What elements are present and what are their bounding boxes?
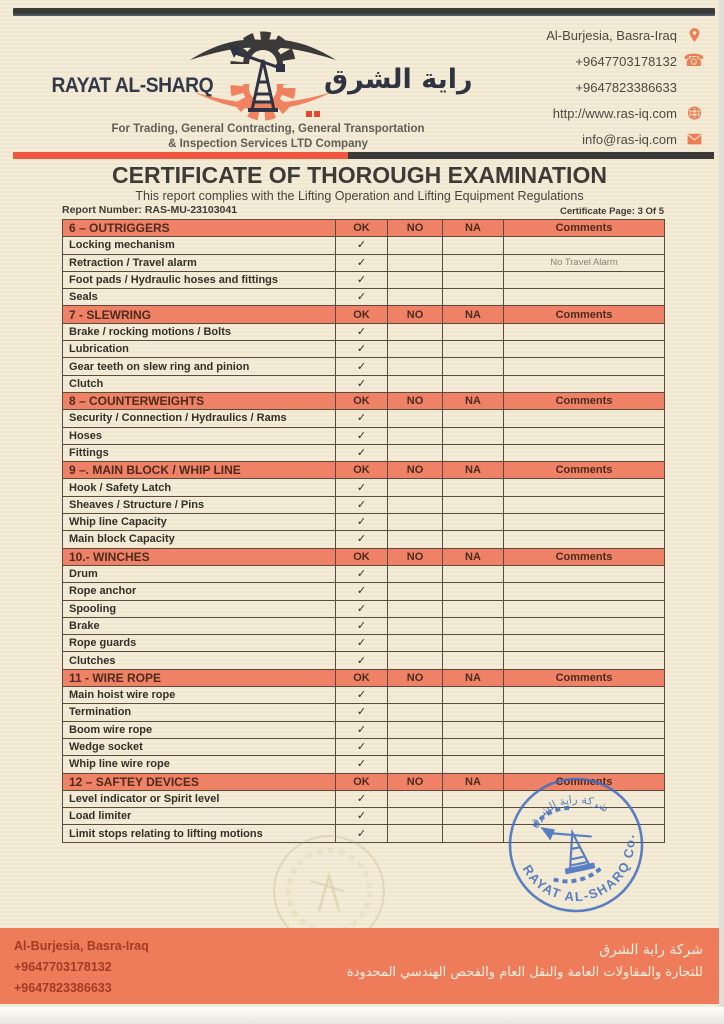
row-check: ✓: [336, 825, 388, 842]
section-header-row: [63, 220, 665, 237]
row-check: [443, 496, 504, 513]
column-header-ok: OK: [336, 773, 388, 790]
row-comment: [504, 531, 665, 548]
row-label: Retraction / Travel alarm: [63, 254, 336, 271]
table-row: [63, 237, 665, 254]
row-check: [388, 254, 443, 271]
location-pin-icon: [683, 26, 705, 44]
row-comment: [504, 617, 665, 634]
table-row: [63, 514, 665, 531]
row-label: Termination: [63, 704, 336, 721]
column-header-ok: OK: [336, 220, 388, 237]
column-header-na: NA: [443, 548, 504, 565]
row-label: Boom wire rope: [63, 721, 336, 738]
contact-row: [475, 126, 705, 152]
row-label: Spooling: [63, 600, 336, 617]
meta-row: [62, 204, 664, 218]
row-check: ✓: [336, 635, 388, 652]
row-label: Sheaves / Structure / Pins: [63, 496, 336, 513]
contact-row: [475, 22, 705, 48]
row-check: ✓: [336, 652, 388, 669]
row-comment: [504, 427, 665, 444]
column-header-comments: Comments: [504, 462, 665, 479]
row-label: Level indicator or Spirit level: [63, 790, 336, 807]
table-row: [63, 375, 665, 392]
row-check: ✓: [336, 617, 388, 634]
row-check: [388, 410, 443, 427]
examination-table: [62, 219, 665, 843]
footer-left-line: Al-Burjesia, Basra-Iraq: [14, 939, 149, 953]
row-check: [443, 704, 504, 721]
company-name-en: RAYAT AL-SHARQ: [51, 74, 214, 97]
row-check: ✓: [336, 531, 388, 548]
section-header-row: [63, 392, 665, 409]
row-comment: [504, 323, 665, 340]
footer-left-line: +9647823386633: [14, 981, 112, 995]
table-row: [63, 479, 665, 496]
row-check: [443, 738, 504, 755]
footer-ar-line2: للتجارة والمقاولات العامة والنقل العام والفحص الهندسي المحدودة: [346, 965, 703, 980]
row-comment: [504, 479, 665, 496]
phone-icon: ☎: [683, 51, 705, 71]
company-tagline: [58, 122, 478, 152]
table-row: [63, 565, 665, 582]
row-check: [443, 756, 504, 773]
row-label: Main hoist wire rope: [63, 687, 336, 704]
row-label: Locking mechanism: [63, 237, 336, 254]
column-header-na: NA: [443, 773, 504, 790]
divider-orange-segment: [13, 152, 348, 159]
row-check: [443, 583, 504, 600]
row-comment: [504, 358, 665, 375]
row-check: ✓: [336, 687, 388, 704]
row-check: ✓: [336, 583, 388, 600]
column-header-na: NA: [443, 392, 504, 409]
row-comment: [504, 237, 665, 254]
row-check: ✓: [336, 444, 388, 461]
table-row: [63, 341, 665, 358]
row-check: ✓: [336, 496, 388, 513]
column-header-no: NO: [388, 220, 443, 237]
table-row: [63, 531, 665, 548]
row-check: ✓: [336, 271, 388, 288]
row-check: ✓: [336, 358, 388, 375]
row-comment: [504, 583, 665, 600]
row-comment: [504, 496, 665, 513]
row-check: [443, 479, 504, 496]
column-header-comments: Comments: [504, 548, 665, 565]
row-check: [388, 617, 443, 634]
section-title: 12 – SAFTEY DEVICES: [63, 773, 336, 790]
certificate-page: [560, 206, 664, 217]
column-header-no: NO: [388, 548, 443, 565]
column-header-comments: Comments: [504, 306, 665, 323]
row-check: [388, 704, 443, 721]
row-check: [443, 375, 504, 392]
footer-band: [0, 928, 719, 1004]
report-number-label: Report Number:: [62, 204, 142, 216]
row-check: [388, 600, 443, 617]
page-title: CERTIFICATE OF THOROUGH EXAMINATION: [112, 162, 607, 188]
row-comment: [504, 721, 665, 738]
row-label: Fittings: [63, 444, 336, 461]
company-logo: [38, 22, 488, 150]
certificate-page-label: Certificate Page:: [559, 206, 635, 217]
column-header-no: NO: [388, 306, 443, 323]
row-check: [443, 410, 504, 427]
row-check: [443, 635, 504, 652]
table-row: [63, 635, 665, 652]
row-label: Hoses: [63, 427, 336, 444]
row-check: [388, 271, 443, 288]
row-check: ✓: [336, 565, 388, 582]
row-check: [388, 444, 443, 461]
row-check: [388, 825, 443, 842]
envelope-icon: [683, 130, 705, 148]
table-row: [63, 410, 665, 427]
row-check: [388, 808, 443, 825]
table-row: [63, 687, 665, 704]
row-comment: [504, 704, 665, 721]
tagline-line2: & Inspection Services LTD Company: [168, 138, 368, 150]
row-comment: [504, 600, 665, 617]
certificate-page-value: 3 Of 5: [637, 206, 664, 217]
column-header-na: NA: [443, 669, 504, 686]
report-number: [62, 204, 237, 216]
row-comment: [504, 738, 665, 755]
table-row: [63, 444, 665, 461]
row-comment: [504, 687, 665, 704]
row-label: Clutch: [63, 375, 336, 392]
row-comment: [504, 375, 665, 392]
row-check: ✓: [336, 237, 388, 254]
row-check: [443, 514, 504, 531]
row-check: [388, 496, 443, 513]
table-row: [63, 358, 665, 375]
scan-edge-bottom: [0, 1007, 724, 1024]
row-check: [443, 289, 504, 306]
row-label: Brake / rocking motions / Bolts: [63, 323, 336, 340]
contact-row: [475, 74, 705, 100]
column-header-no: NO: [388, 462, 443, 479]
table-row: [63, 323, 665, 340]
row-comment: [504, 410, 665, 427]
row-check: ✓: [336, 254, 388, 271]
column-header-ok: OK: [336, 392, 388, 409]
row-label: Brake: [63, 617, 336, 634]
row-check: [388, 790, 443, 807]
row-label: Drum: [63, 565, 336, 582]
row-label: Foot pads / Hydraulic hoses and fittings: [63, 271, 336, 288]
table-row: [63, 652, 665, 669]
contact-text: Al-Burjesia, Basra-Iraq: [546, 27, 677, 43]
table-row: [63, 704, 665, 721]
table-row: [63, 496, 665, 513]
table-row: [63, 427, 665, 444]
row-label: Clutches: [63, 652, 336, 669]
row-comment: [504, 514, 665, 531]
section-title: 6 – OUTRIGGERS: [63, 220, 336, 237]
row-check: ✓: [336, 808, 388, 825]
table-row: [63, 254, 665, 271]
contact-list: [475, 22, 705, 152]
section-title: 8 – COUNTERWEIGHTS: [63, 392, 336, 409]
row-label: Seals: [63, 289, 336, 306]
row-check: [388, 289, 443, 306]
row-label: Load limiter: [63, 808, 336, 825]
column-header-ok: OK: [336, 306, 388, 323]
table-row: [63, 271, 665, 288]
table-row: [63, 738, 665, 755]
row-comment: [504, 652, 665, 669]
row-check: [388, 531, 443, 548]
row-check: [388, 756, 443, 773]
row-check: ✓: [336, 375, 388, 392]
row-comment: [504, 565, 665, 582]
svg-text:شركة راية الشرق: شركة راية الشرق: [526, 792, 611, 830]
column-header-comments: Comments: [504, 220, 665, 237]
table-row: [63, 721, 665, 738]
company-stamp-icon: [487, 756, 665, 934]
column-header-na: NA: [443, 220, 504, 237]
row-check: [388, 341, 443, 358]
row-check: [388, 583, 443, 600]
report-number-value: RAS-MU-23103041: [144, 204, 238, 216]
row-check: ✓: [336, 410, 388, 427]
table-row: [63, 583, 665, 600]
row-check: [388, 738, 443, 755]
table-row: [63, 617, 665, 634]
row-label: Rope anchor: [63, 583, 336, 600]
footer-contact-left: [14, 936, 149, 999]
row-check: ✓: [336, 790, 388, 807]
row-check: [388, 514, 443, 531]
section-title: 11 - WIRE ROPE: [63, 669, 336, 686]
section-header-row: [63, 669, 665, 686]
row-label: Whip line wire rope: [63, 756, 336, 773]
row-check: [443, 721, 504, 738]
row-check: [443, 565, 504, 582]
row-label: Gear teeth on slew ring and pinion: [63, 358, 336, 375]
tagline-line1: For Trading, General Contracting, General Transportation: [111, 123, 425, 135]
section-header-row: [63, 306, 665, 323]
row-comment: [504, 635, 665, 652]
section-title: 10.- WINCHES: [63, 548, 336, 565]
row-check: [443, 617, 504, 634]
row-check: ✓: [336, 427, 388, 444]
table-row: [63, 289, 665, 306]
row-label: Wedge socket: [63, 738, 336, 755]
row-check: [388, 565, 443, 582]
row-check: ✓: [336, 704, 388, 721]
row-comment: [504, 444, 665, 461]
table-row: [63, 600, 665, 617]
row-check: [388, 237, 443, 254]
row-check: [443, 254, 504, 271]
row-check: [388, 687, 443, 704]
contact-row: [475, 48, 705, 74]
column-header-comments: Comments: [504, 669, 665, 686]
row-check: [388, 375, 443, 392]
row-check: [443, 600, 504, 617]
row-check: ✓: [336, 738, 388, 755]
row-check: ✓: [336, 600, 388, 617]
footer-left-line: +9647703178132: [14, 960, 112, 974]
row-check: [443, 341, 504, 358]
column-header-comments: Comments: [504, 773, 665, 790]
row-comment: [504, 341, 665, 358]
column-header-no: NO: [388, 392, 443, 409]
column-header-na: NA: [443, 462, 504, 479]
row-check: [388, 479, 443, 496]
company-name-ar: راية الشرق: [324, 64, 473, 95]
logo-dots: [306, 104, 326, 112]
page-subtitle: This report complies with the Lifting Operation and Lifting Equipment Regulations: [135, 189, 584, 203]
footer-company-ar: [347, 938, 703, 984]
section-header-row: [63, 548, 665, 565]
column-header-na: NA: [443, 306, 504, 323]
row-check: [443, 531, 504, 548]
row-check: [443, 358, 504, 375]
section-title: 9 –. MAIN BLOCK / WHIP LINE: [63, 462, 336, 479]
none: [683, 78, 705, 96]
column-header-comments: Comments: [504, 392, 665, 409]
contact-text: +9647823386633: [575, 79, 677, 95]
row-comment: No Travel Alarm: [504, 254, 665, 271]
row-label: Rope guards: [63, 635, 336, 652]
row-check: ✓: [336, 479, 388, 496]
svg-text:RAYAT AL-SHARQ Co.: RAYAT AL-SHARQ Co.: [519, 832, 638, 905]
row-label: Security / Connection / Hydraulics / Rams: [63, 410, 336, 427]
contact-text: http://www.ras-iq.com: [552, 105, 677, 121]
row-label: Main block Capacity: [63, 531, 336, 548]
row-check: [443, 444, 504, 461]
row-check: [443, 427, 504, 444]
divider-dark-segment: [348, 152, 714, 159]
top-rule-bar: [13, 8, 715, 16]
column-header-ok: OK: [336, 669, 388, 686]
column-header-ok: OK: [336, 462, 388, 479]
globe-icon: [683, 104, 705, 122]
row-check: ✓: [336, 289, 388, 306]
contact-text: info@ras-iq.com: [582, 131, 677, 147]
row-check: ✓: [336, 341, 388, 358]
row-check: [388, 323, 443, 340]
row-check: ✓: [336, 756, 388, 773]
contact-text: +9647703178132: [575, 53, 677, 69]
row-label: Lubrication: [63, 341, 336, 358]
row-check: ✓: [336, 721, 388, 738]
row-check: [443, 652, 504, 669]
row-check: [443, 271, 504, 288]
row-check: [443, 323, 504, 340]
row-label: Hook / Safety Latch: [63, 479, 336, 496]
row-check: [388, 652, 443, 669]
row-comment: [504, 289, 665, 306]
row-check: ✓: [336, 323, 388, 340]
row-check: [443, 237, 504, 254]
footer-ar-line1: شركة راية الشرق: [599, 942, 703, 958]
column-header-no: NO: [388, 773, 443, 790]
column-header-no: NO: [388, 669, 443, 686]
row-check: [443, 825, 504, 842]
row-check: [388, 358, 443, 375]
row-check: [388, 721, 443, 738]
row-check: [388, 427, 443, 444]
scan-edge-right: [719, 0, 724, 1007]
row-check: [388, 635, 443, 652]
row-comment: [504, 271, 665, 288]
row-label: Whip line Capacity: [63, 514, 336, 531]
column-header-ok: OK: [336, 548, 388, 565]
row-check: ✓: [336, 514, 388, 531]
contact-row: [475, 100, 705, 126]
section-title: 7 - SLEWRING: [63, 306, 336, 323]
row-label: Limit stops relating to lifting motions: [63, 825, 336, 842]
section-header-row: [63, 462, 665, 479]
row-check: [443, 687, 504, 704]
